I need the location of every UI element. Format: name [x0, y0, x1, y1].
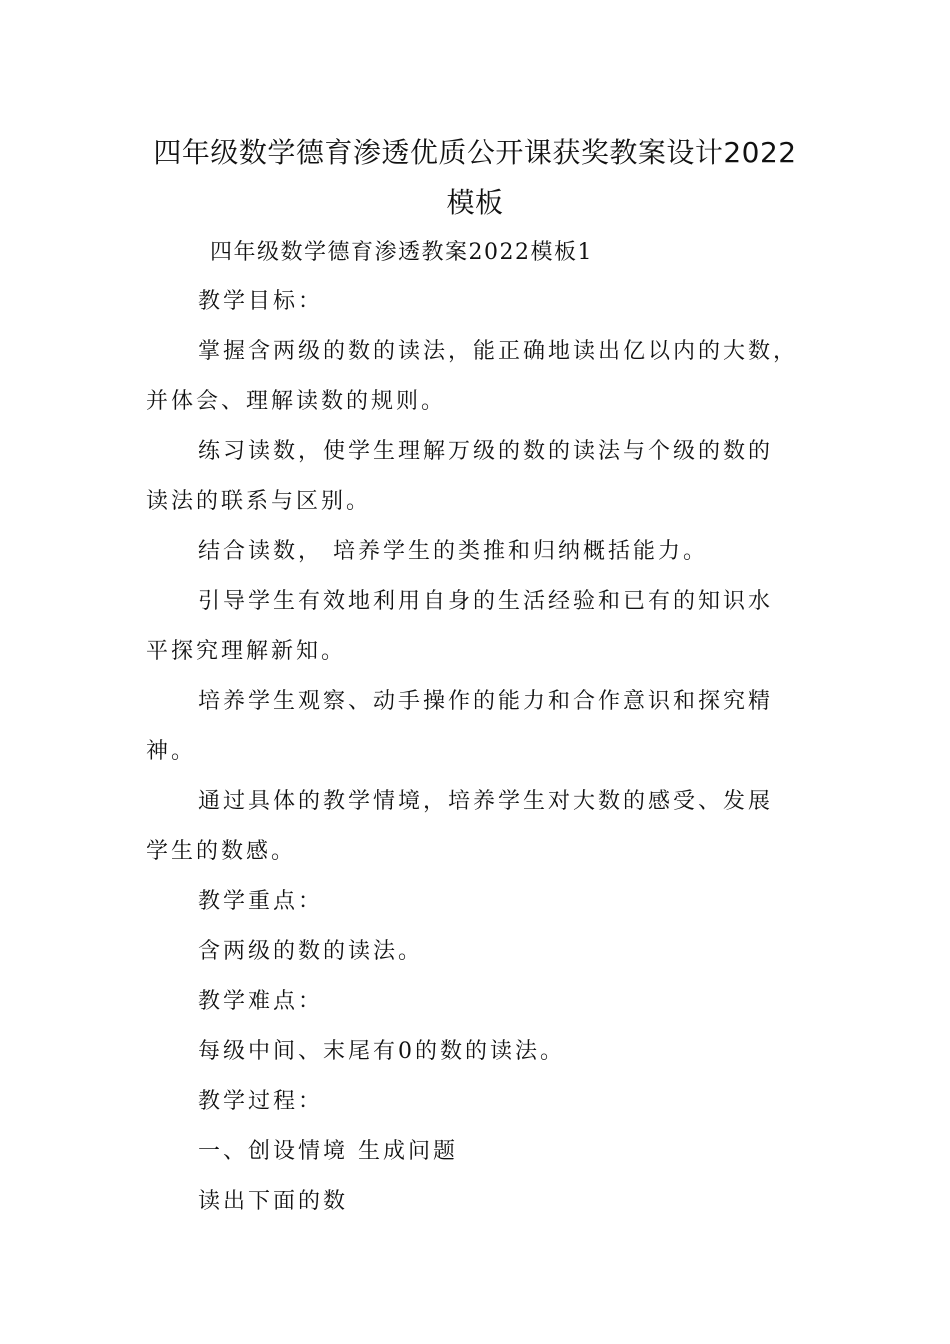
paragraph-line: 引导学生有效地利用自身的生活经验和已有的知识水	[198, 589, 774, 614]
paragraph-line: 平探究理解新知。	[146, 639, 347, 664]
paragraph-line: 每级中间、末尾有0的数的读法。	[198, 1039, 565, 1064]
paragraph-line: 教学重点：	[198, 889, 324, 914]
paragraph-line: 读出下面的数	[198, 1189, 349, 1214]
paragraph-line: 掌握含两级的数的读法，能正确地读出亿以内的大数，	[198, 339, 799, 364]
paragraph-line: 并体会、理解读数的规则。	[146, 389, 447, 414]
document-title-line-1: 四年级数学德育渗透优质公开课获奖教案设计2022	[153, 136, 797, 169]
paragraph-line: 教学难点：	[198, 989, 324, 1014]
paragraph-line: 读法的联系与区别。	[146, 489, 372, 514]
paragraph-line: 教学目标：	[198, 289, 324, 314]
section-heading: 四年级数学德育渗透教案2022模板1	[210, 240, 593, 265]
paragraph-line: 教学过程：	[198, 1089, 324, 1114]
paragraph-line: 练习读数，使学生理解万级的数的读法与个级的数的	[198, 439, 774, 464]
paragraph-line: 一、创设情境 生成问题	[198, 1139, 458, 1164]
paragraph-line: 培养学生观察、动手操作的能力和合作意识和探究精	[198, 689, 774, 714]
paragraph-line: 通过具体的教学情境，培养学生对大数的感受、发展	[198, 789, 774, 814]
paragraph-line: 学生的数感。	[146, 839, 297, 864]
paragraph-line: 结合读数， 培养学生的类推和归纳概括能力。	[198, 539, 708, 564]
document-title-line-2: 模板	[446, 186, 504, 219]
paragraph-line: 含两级的数的读法。	[198, 939, 424, 964]
paragraph-line: 神。	[146, 739, 197, 764]
